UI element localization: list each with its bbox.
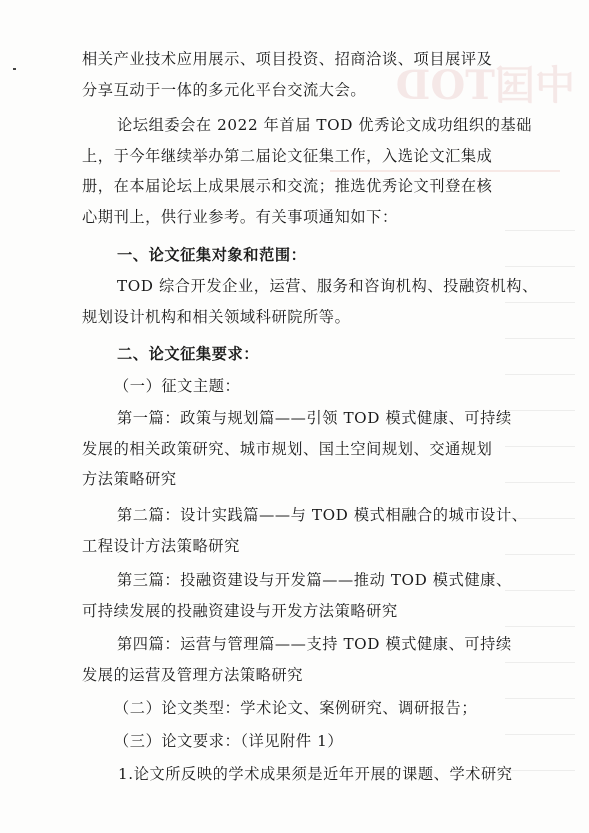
- text-line: 第一篇：政策与规划篇——引领 TOD 模式健康、可持续: [117, 409, 512, 427]
- text-line: 上，于今年继续举办第二届论文征集工作，入选论文汇集成: [82, 146, 493, 165]
- text-line: 规划设计机构和相关领域科研院所等。: [82, 307, 351, 326]
- section-heading-2: [82, 339, 532, 370]
- theme-2-paragraph: [82, 500, 532, 561]
- subsection-heading: （三）论文要求：（详见附件 1）: [114, 732, 344, 750]
- theme-3-paragraph: [82, 565, 532, 626]
- text-line: 可持续发展的投融资建设与开发方法策略研究: [82, 601, 398, 620]
- heading-text: 一、论文征集对象和范围：: [117, 246, 307, 264]
- text-line: 发展的相关政策研究、城市规划、国土空间规划、交通规划: [82, 439, 493, 458]
- subsection-themes: [82, 371, 532, 402]
- subsection-heading: （二）论文类型：学术论文、案例研究、调研报告；: [114, 699, 478, 717]
- requirement-1-paragraph: [82, 759, 532, 790]
- margin-speck: [13, 68, 16, 70]
- text-line: 论坛组委会在 2022 年首届 TOD 优秀论文成功组织的基础: [117, 116, 533, 134]
- show-through-seal-watermark: 中国TOD: [395, 62, 575, 109]
- theme-4-paragraph: [82, 629, 532, 690]
- intro-continuation-paragraph: [82, 44, 532, 105]
- committee-paragraph: [82, 110, 532, 232]
- text-line: 第三篇：投融资建设与开发篇——推动 TOD 模式健康、: [117, 571, 512, 589]
- theme-1-paragraph: [82, 403, 532, 495]
- text-line: 1.论文所反映的学术成果须是近年开展的课题、学术研究: [118, 765, 513, 783]
- subsection-types: [82, 693, 532, 724]
- text-line: 第二篇：设计实践篇——与 TOD 模式相融合的城市设计、: [117, 506, 528, 524]
- text-line: 方法策略研究: [82, 470, 177, 488]
- subsection-requirements: [82, 726, 532, 757]
- text-line: 心期刊上，供行业参考。有关事项通知如下：: [82, 207, 398, 226]
- text-line: 第四篇：运营与管理篇——支持 TOD 模式健康、可持续: [117, 635, 512, 653]
- text-line: 分享互动于一体的多元化平台交流大会。: [82, 80, 367, 99]
- heading-text: 二、论文征集要求：: [117, 345, 260, 363]
- text-line: 工程设计方法策略研究: [82, 536, 240, 555]
- section-heading-1: [82, 240, 532, 271]
- subsection-heading: （一）征文主题：: [114, 377, 241, 395]
- scope-paragraph: [82, 271, 538, 332]
- text-line: TOD 综合开发企业，运营、服务和咨询机构、投融资机构、: [117, 277, 538, 295]
- text-line: 发展的运营及管理方法策略研究: [82, 665, 304, 684]
- text-line: 册，在本届论坛上成果展示和交流；推选优秀论文刊登在核: [82, 177, 493, 195]
- text-line: 相关产业技术应用展示、项目投资、招商洽谈、项目展评及: [82, 50, 493, 68]
